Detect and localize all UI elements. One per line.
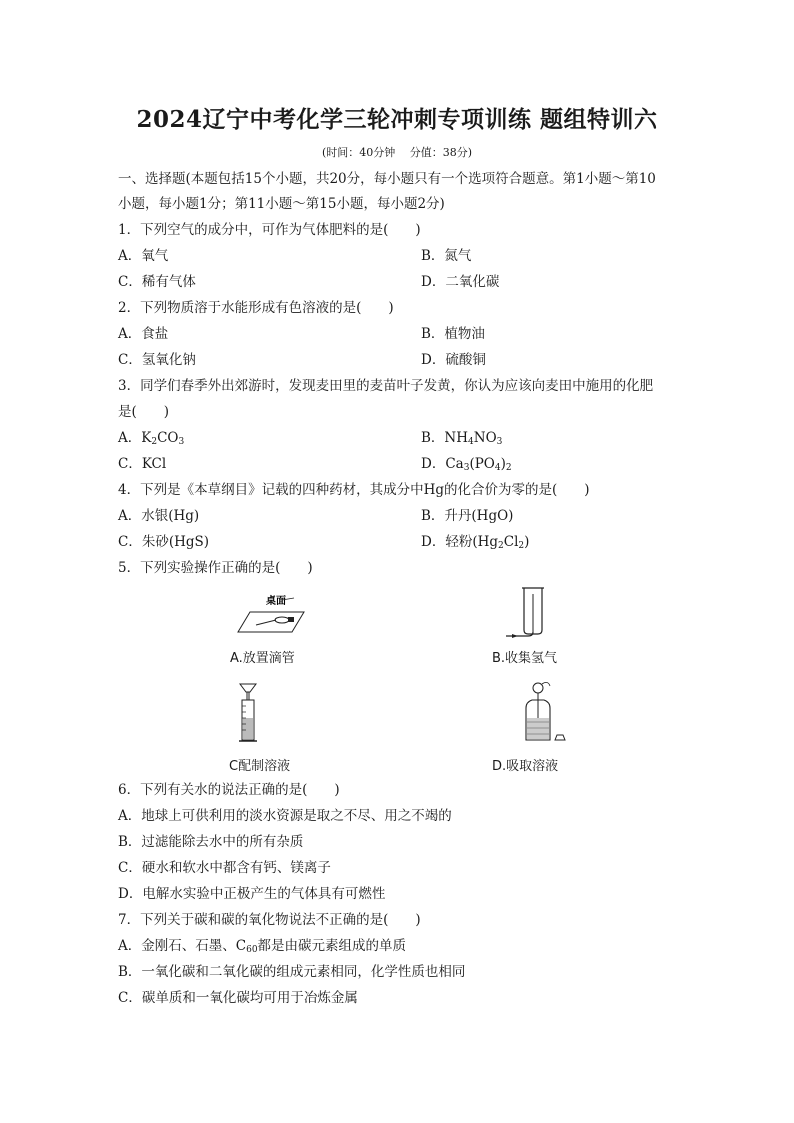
table-label: 桌面 bbox=[266, 596, 286, 607]
gas-collection-figure bbox=[500, 586, 558, 642]
q7-option-b: B．一氧化碳和二氧化碳的组成元素相同，化学性质也相同 bbox=[118, 964, 466, 980]
q6-option-d: D．电解水实验中正极产生的气体具有可燃性 bbox=[118, 886, 386, 902]
q1-option-b: B．氮气 bbox=[421, 248, 472, 264]
q3-option-b: B．$NH_4NO_3$ bbox=[421, 430, 503, 447]
reagent-bottle-dropper-figure bbox=[518, 678, 570, 744]
page-title: 2024辽宁中考化学三轮冲刺专项训练 题组特训六 bbox=[136, 106, 658, 133]
q4-option-d: D．轻粉$(Hg_2Cl_2)$ bbox=[421, 534, 530, 551]
q1-option-c: C．稀有气体 bbox=[118, 274, 196, 290]
q6-option-a: A．地球上可供利用的淡水资源是取之不尽、用之不竭的 bbox=[118, 808, 452, 824]
q5-caption-c: C配制溶液 bbox=[229, 759, 291, 774]
q5-caption-d: D.吸取溶液 bbox=[492, 759, 559, 774]
q4-option-a: A．水银(Hg) bbox=[118, 508, 200, 524]
measuring-cylinder-figure bbox=[236, 682, 266, 744]
q7-option-a: A．金刚石、石墨、$C_{60}$都是由碳元素组成的单质 bbox=[118, 938, 407, 955]
q3-stem-line-2: 是( ) bbox=[118, 404, 170, 420]
q3-option-a: A．$K_2CO_3$ bbox=[118, 430, 185, 447]
q6-option-c: C．硬水和软水中都含有钙、镁离子 bbox=[118, 860, 331, 876]
q7-stem: 7．下列关于碳和碳的氧化物说法不正确的是( ) bbox=[118, 912, 421, 928]
q3-stem-line-1: 3．同学们春季外出郊游时，发现麦田里的麦苗叶子发黄，你认为应该向麦田中施用的化肥 bbox=[118, 378, 654, 394]
q2-option-c: C．氢氧化钠 bbox=[118, 352, 196, 368]
q6-stem: 6．下列有关水的说法正确的是( ) bbox=[118, 782, 340, 798]
q5-stem: 5．下列实验操作正确的是( ) bbox=[118, 560, 313, 576]
q2-stem: 2．下列物质溶于水能形成有色溶液的是( ) bbox=[118, 300, 394, 316]
q1-stem: 1．下列空气的成分中，可作为气体肥料的是( ) bbox=[118, 222, 421, 238]
q2-option-b: B．植物油 bbox=[421, 326, 485, 342]
page-subtitle: (时间：40分钟 分值：38分) bbox=[321, 146, 473, 159]
q5-caption-a: A.放置滴管 bbox=[230, 651, 295, 666]
q1-option-d: D．二氧化碳 bbox=[421, 274, 500, 290]
dropper-on-table-figure bbox=[236, 590, 306, 638]
q6-option-b: B．过滤能除去水中的所有杂质 bbox=[118, 834, 304, 850]
q3-option-d: D．$Ca_3(PO_4)_2$ bbox=[421, 456, 512, 473]
q2-option-a: A．食盐 bbox=[118, 326, 169, 342]
q1-option-a: A．氧气 bbox=[118, 248, 169, 264]
q4-option-c: C．朱砂(HgS) bbox=[118, 534, 210, 550]
section-intro-line-1: 一、选择题(本题包括15个小题，共20分，每小题只有一个选项符合题意。第1小题～第10 bbox=[118, 171, 656, 187]
q2-option-d: D．硫酸铜 bbox=[421, 352, 486, 368]
q7-option-c: C．碳单质和一氧化碳均可用于冶炼金属 bbox=[118, 990, 358, 1006]
q4-stem: 4．下列是《本草纲目》记载的四种药材，其成分中Hg的化合价为零的是( ) bbox=[118, 482, 590, 498]
q3-option-c: C．KCl bbox=[118, 456, 167, 472]
q4-option-b: B．升丹(HgO) bbox=[421, 508, 514, 524]
section-intro-line-2: 小题，每小题1分；第11小题～第15小题，每小题2分) bbox=[118, 196, 445, 212]
q5-caption-b: B.收集氢气 bbox=[492, 651, 558, 666]
